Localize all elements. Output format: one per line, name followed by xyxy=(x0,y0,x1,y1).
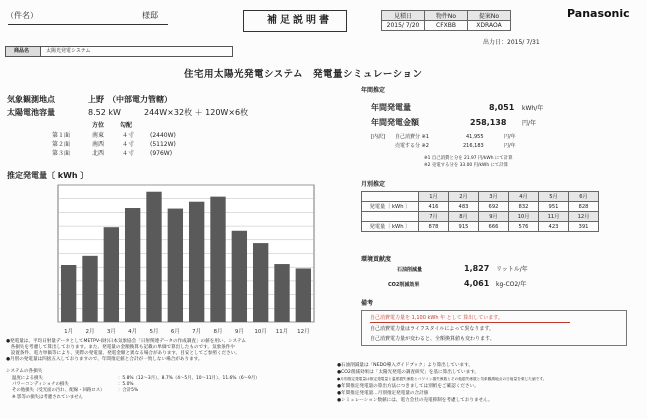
face-1-kw: (2440W) xyxy=(150,132,176,139)
face-1-slope: ４寸 xyxy=(122,132,135,139)
chart-bar xyxy=(61,265,76,322)
month-header: 12月 xyxy=(569,212,599,222)
co2-unit: kg-CO2/年 xyxy=(496,281,527,288)
oil-label: 石油削減量 xyxy=(397,267,423,273)
month-value: 666 xyxy=(479,222,509,232)
loss-1-value: ：5.8%（12～3月）、8.7%（4～5月、10～11月）、11.6%（6～9月） xyxy=(118,376,260,381)
chart-title: 推定発電量〔 kWh 〕 xyxy=(7,171,89,180)
monthly-table xyxy=(361,191,599,232)
sell-label: 売電する分 ※2 xyxy=(395,143,429,149)
chart-bar xyxy=(296,268,311,322)
monthly-row-label: 発電量〔 kWh 〕 xyxy=(362,222,419,232)
note-right-3: ●月別推定発電量は推定発電量と温度損失係数とパワコン損失係数とその他損失係数と気象観測地点の日射量を乗じた値です。 xyxy=(337,377,547,381)
face-3-kw: (976W) xyxy=(150,150,173,157)
chart-bar xyxy=(274,264,289,322)
month-header: 6月 xyxy=(569,192,599,202)
main-title: 住宅用太陽光発電システム 発電量シミュレーション xyxy=(184,69,423,80)
month-value: 483 xyxy=(449,202,479,212)
chart-x-tick-label: 3月 xyxy=(106,329,116,335)
month-header: 5月 xyxy=(539,192,569,202)
annual-amount-unit: 円/年 xyxy=(522,120,537,127)
meta-header-property: 物件No xyxy=(425,11,468,21)
self-consumption-label: 自己消費分 ※1 xyxy=(395,134,429,140)
month-value: 878 xyxy=(419,222,449,232)
remarks-line-2: 自己消費電力量はライフスタイルによって異なります。 xyxy=(370,326,495,332)
capacity-value: 8.52 kW xyxy=(88,108,121,117)
month-header: 2月 xyxy=(449,192,479,202)
self-consumption-value: 41,955 xyxy=(466,134,484,140)
chart-x-tick-label: 6月 xyxy=(170,329,180,335)
month-value: 828 xyxy=(569,202,599,212)
sell-value: 216,183 xyxy=(463,143,484,149)
month-header: 8月 xyxy=(449,212,479,222)
meta-value-date: 2015/ 7/20 xyxy=(382,21,425,31)
month-header: 3月 xyxy=(479,192,509,202)
face-3-slope: ４寸 xyxy=(122,150,135,157)
chart-bar xyxy=(104,227,119,322)
remarks-line-1: 自己消費電力量を 1,100 kWh 年 として 算出しています。 xyxy=(370,315,503,321)
self-consumption-unit: 円/年 xyxy=(504,134,516,140)
monthly-generation-chart xyxy=(56,183,316,336)
loss-3-label: その他損失（受光面の汚れ、配線・回路ロス） xyxy=(12,388,105,393)
meta-header-proposal: 提案No xyxy=(468,11,511,21)
remarks-red-underline xyxy=(370,322,570,323)
doc-title-box xyxy=(243,10,347,32)
month-header: 7月 xyxy=(419,212,449,222)
meta-table xyxy=(381,10,511,31)
month-header: 1月 xyxy=(419,192,449,202)
note-left-2: 各損失を考慮して算出しております。また、発電量の金額換算も記載の単価で算出したものです。気象条件や xyxy=(6,345,235,350)
chart-bar xyxy=(232,231,247,322)
doc-title: 補足説明書 xyxy=(267,15,332,26)
co2-value: 4,061 xyxy=(464,279,490,288)
face-2-slope: ４寸 xyxy=(122,141,135,148)
annual-note-2: ※2 売電する分を 33.00 円/kWh にて計算 xyxy=(424,163,509,168)
note-right-6: ●シミュレーション数値には、電力会社の売電抑制を考慮しておりません。 xyxy=(337,398,493,403)
product-value: 太陽光発電システム xyxy=(46,48,91,54)
face-1-dir: 南東 xyxy=(92,132,105,139)
note-right-5: ●年間推定発電量…月別推定発電量の合計値 xyxy=(337,391,429,396)
meta-value-proposal: XDRAOA xyxy=(468,21,511,31)
env-section-title: 環境貢献度 xyxy=(361,256,392,263)
month-value: 915 xyxy=(449,222,479,232)
brand-logo: Panasonic xyxy=(567,7,630,20)
chart-bar xyxy=(189,202,204,322)
annual-gen-unit: kWh/年 xyxy=(522,105,544,112)
annual-section-title: 年間推定 xyxy=(361,87,386,94)
chart-x-tick-label: 5月 xyxy=(149,329,159,335)
annual-note-1: ※1 自己消費と分を 21.97 円/kWh にて計算 xyxy=(424,156,513,161)
chart-bar xyxy=(210,197,225,322)
subject-suffix: 様邸 xyxy=(142,11,158,20)
month-value: 416 xyxy=(419,202,449,212)
capacity-label: 太陽電池容量 xyxy=(7,108,55,117)
face-3-dir: 北西 xyxy=(92,150,105,157)
weather-value: 上野 （中部電力管轄） xyxy=(88,95,172,104)
breakdown-label: [内訳] xyxy=(371,134,385,140)
annual-gen-label: 年間発電量 xyxy=(371,103,411,112)
col-header-slope: 勾配 xyxy=(120,122,133,129)
meta-header-date: 見積日 xyxy=(382,11,425,21)
month-value: 576 xyxy=(509,222,539,232)
month-header: 11月 xyxy=(539,212,569,222)
loss-title: システムの各損失 xyxy=(6,369,43,374)
chart-bar xyxy=(125,208,140,322)
loss-1-label: 温度による損失 xyxy=(12,376,43,381)
chart-bar xyxy=(82,256,97,322)
remarks-line-3: 自己消費電力量が変わると、全額換算値も変わります。 xyxy=(370,336,495,342)
face-2-dir: 南西 xyxy=(92,141,105,148)
sell-unit: 円/年 xyxy=(504,143,516,149)
product-box xyxy=(5,46,233,57)
note-right-1: ●石油削減量は「NEDO導入ガイドブック」より算出しています。 xyxy=(337,363,473,368)
annual-gen-value: 8,051 xyxy=(489,103,515,112)
note-left-1: ●発電量は、平均日射量データとしてMETPV-(財)日本気象協会「日射関連データの作成調査」の値を用い、システム xyxy=(6,339,247,344)
meta-value-property: CFXBB xyxy=(425,21,468,31)
annual-amount-label: 年間発電金額 xyxy=(371,118,419,127)
note-left-3: 設置条件、電力単価等により、実際の発電量、発電金額と異なる場合があります。目安としてご参照ください。 xyxy=(6,351,240,356)
output-date: 出力日：2015/ 7/31 xyxy=(483,39,540,46)
col-header-direction: 方位 xyxy=(92,122,105,129)
oil-value: 1,827 xyxy=(464,264,490,273)
month-header: 4月 xyxy=(509,192,539,202)
chart-x-tick-label: 1月 xyxy=(64,329,74,335)
subject-label: （件名） xyxy=(6,11,38,20)
chart-x-tick-label: 8月 xyxy=(213,329,223,335)
weather-label: 気象観測地点 xyxy=(7,95,55,104)
chart-x-tick-label: 9月 xyxy=(234,329,244,335)
oil-unit: リットル/年 xyxy=(496,266,528,273)
month-value: 423 xyxy=(539,222,569,232)
monthly-row-label: 発電量〔 kWh 〕 xyxy=(362,202,419,212)
loss-2-label: パワーコンディショナの損失 xyxy=(12,382,69,387)
face-1-name: 第１面 xyxy=(52,132,71,139)
monthly-corner-a xyxy=(362,192,419,202)
face-2-kw: (5112W) xyxy=(150,141,176,148)
chart-bar xyxy=(253,243,268,322)
month-value: 692 xyxy=(479,202,509,212)
chart-x-tick-label: 10月 xyxy=(254,329,267,335)
remarks-box xyxy=(361,310,627,346)
capacity-detail: 244W×32枚 ＋ 120W×6枚 xyxy=(144,108,249,117)
note-right-4: ●年間推定発電量の算出方法につきましては別紙をご確認ください。 xyxy=(337,384,479,389)
face-2-name: 第２面 xyxy=(52,141,71,148)
annual-amount-value: 258,138 xyxy=(470,118,507,127)
chart-x-tick-label: 7月 xyxy=(192,329,202,335)
chart-x-tick-label: 4月 xyxy=(128,329,138,335)
month-value: 951 xyxy=(539,202,569,212)
face-3-name: 第３面 xyxy=(52,150,71,157)
chart-bar xyxy=(146,192,161,322)
month-header: 9月 xyxy=(479,212,509,222)
loss-4: ※ 影等の損失は考慮されていません xyxy=(12,395,83,400)
month-header: 10月 xyxy=(509,212,539,222)
remarks-section-title: 備考 xyxy=(361,300,374,307)
product-label: 商品名 xyxy=(14,48,30,54)
month-value: 832 xyxy=(509,202,539,212)
monthly-corner-b xyxy=(362,212,419,222)
chart-x-tick-label: 2月 xyxy=(85,329,95,335)
co2-label: CO2削減効果 xyxy=(388,282,420,288)
note-right-2: ●CO2削減効果は「太陽光発電の調査研究」を基に算出しています。 xyxy=(337,370,480,375)
chart-bar xyxy=(168,209,183,322)
chart-x-tick-label: 12月 xyxy=(297,329,310,335)
subject-underline xyxy=(8,24,168,25)
chart-x-tick-label: 11月 xyxy=(275,329,289,335)
loss-3-value: ：合計5% xyxy=(118,388,139,393)
loss-2-value: ：5.0% xyxy=(118,382,134,387)
monthly-section-title: 月別推定 xyxy=(361,181,386,188)
month-value: 391 xyxy=(569,222,599,232)
note-left-4: ●月別の発電量は四捨五入しておりますので、年間推定値と合計が一致しない場合があります。 xyxy=(6,357,203,362)
